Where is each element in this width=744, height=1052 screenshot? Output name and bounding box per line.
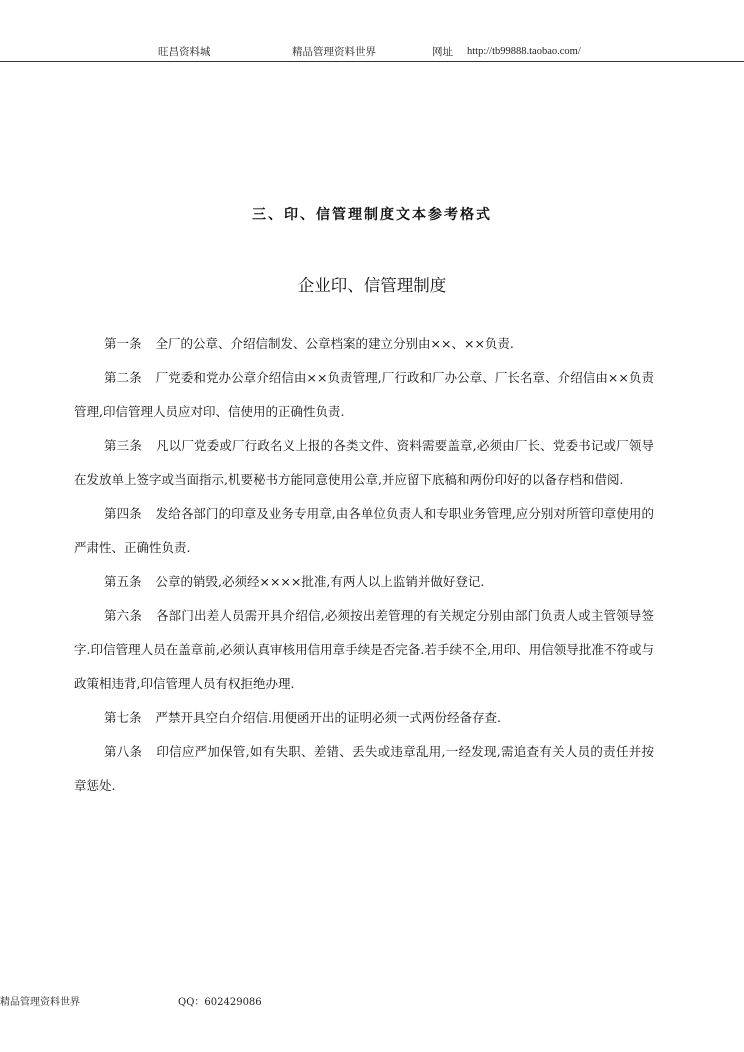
article-text: 公章的销毁,必须经××××批准,有两人以上监销并做好登记. — [155, 574, 485, 589]
footer-site-name: 精品管理资料世界 — [0, 997, 80, 1008]
article-list — [74, 327, 654, 803]
section-heading: 三、印、信管理制度文本参考格式 — [252, 207, 492, 223]
article-3 — [74, 429, 654, 497]
article-text: 凡以厂党委或厂行政名义上报的各类文件、资料需要盖章,必须由厂长、党委书记或厂领导在发放单上签字或当面指示,机要秘书方能同意使用公章,并应留下底稿和两份印好的以备存档和借阅. — [74, 438, 654, 487]
article-text: 严禁开具空白介绍信.用便函开出的证明必须一式两份经备存查. — [155, 710, 501, 725]
header-url-label: 网址 — [432, 46, 453, 58]
article-number: 第七条 — [104, 710, 142, 725]
header-shop-name: 旺昌资料城 — [158, 46, 211, 58]
article-text: 厂党委和党办公章介绍信由××负责管理,厂行政和厂办公章、厂长名章、介绍信由××负责管理,印信管理人员应对印、信使用的正确性负责. — [74, 370, 654, 419]
article-number: 第五条 — [104, 574, 142, 589]
header-divider — [0, 61, 744, 62]
footer-qq: QQ：602429086 — [178, 997, 262, 1008]
article-number: 第八条 — [104, 744, 143, 759]
header-url-link[interactable]: http://tb99888.taobao.com/ — [467, 46, 581, 57]
article-1 — [74, 327, 654, 361]
article-text: 发给各部门的印章及业务专用章,由各单位负责人和专职业务管理,应分别对所管印章使用的严肃性、正确性负责. — [74, 506, 654, 555]
article-number: 第四条 — [104, 506, 142, 521]
article-5 — [74, 565, 654, 599]
article-4 — [74, 497, 654, 565]
article-text: 印信应严加保管,如有失职、差错、丢失或违章乱用,一经发现,需追查有关人员的责任并按章惩处. — [74, 744, 654, 793]
document-title: 企业印、信管理制度 — [297, 276, 447, 295]
page-header — [0, 44, 744, 60]
article-number: 第三条 — [104, 438, 143, 453]
article-8 — [74, 735, 654, 803]
article-text: 全厂的公章、介绍信制发、公章档案的建立分别由××、××负责. — [155, 336, 514, 351]
article-number: 第二条 — [104, 370, 142, 385]
article-7 — [74, 701, 654, 735]
page-footer — [0, 995, 744, 1011]
article-2 — [74, 361, 654, 429]
article-number: 第一条 — [104, 336, 142, 351]
article-6 — [74, 599, 654, 701]
article-text: 各部门出差人员需开具介绍信,必须按出差管理的有关规定分别由部门负责人或主管领导签字.印信管理人员在盖章前,必须认真审核用信用章手续是否完备.若手续不全,用印、用信领导批准不符或与政策相违背,印信管理人员有权拒绝办理. — [74, 608, 654, 691]
header-site-name: 精品管理资料世界 — [292, 46, 376, 58]
article-number: 第六条 — [104, 608, 143, 623]
